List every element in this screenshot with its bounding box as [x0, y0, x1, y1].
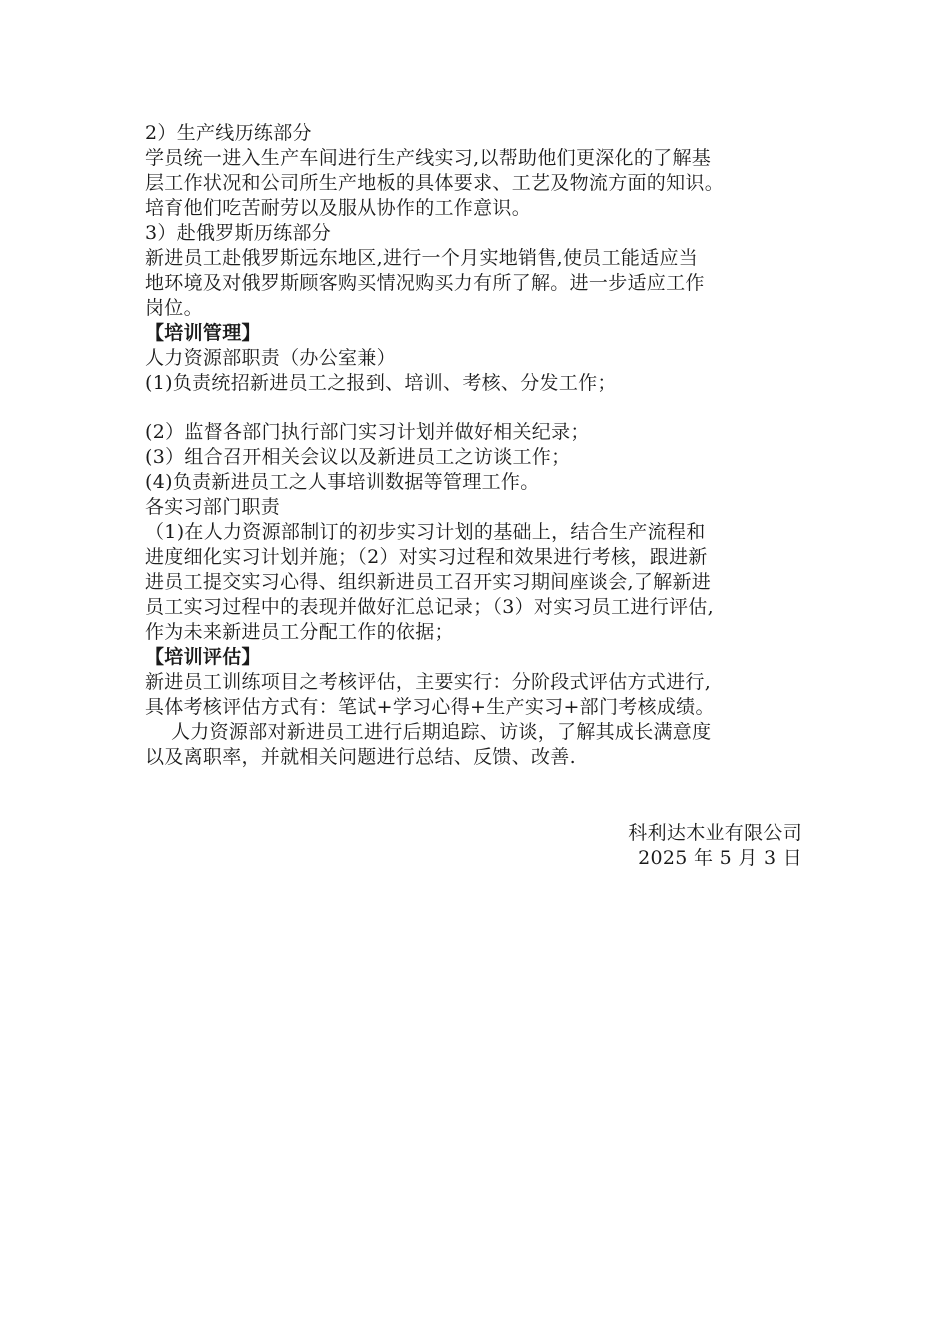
russia-text-line: 新进员工赴俄罗斯远东地区,进行一个月实地销售,使员工能适应当 — [145, 247, 699, 269]
company-name: 科利达木业有限公司 — [628, 822, 802, 844]
dept-text-line: 进度细化实习计划并施；（2）对实习过程和效果进行考核，跟进新 — [145, 546, 708, 568]
document-body — [145, 121, 810, 770]
hr-item: (4)负责新进员工之人事培训数据等管理工作。 — [145, 471, 540, 493]
eval-text-line: 具体考核评估方式有：笔试+学习心得+生产实习+部门考核成绩。 — [145, 696, 715, 718]
dept-responsibilities-title: 各实习部门职责 — [145, 496, 281, 518]
signature-date: 2025 年 5 月 3 日 — [638, 847, 802, 869]
section-title-russia: 3）赴俄罗斯历练部分 — [145, 222, 332, 244]
signature-block — [628, 821, 802, 871]
dept-text-line: 员工实习过程中的表现并做好汇总记录；（3）对实习员工进行评估, — [145, 596, 714, 618]
production-text-line: 学员统一进入生产车间进行生产线实习,以帮助他们更深化的了解基 — [145, 147, 712, 169]
section-title-production: 2）生产线历练部分 — [145, 122, 312, 144]
hr-item: (1)负责统招新进员工之报到、培训、考核、分发工作； — [145, 372, 617, 394]
hr-responsibilities-title: 人力资源部职责（办公室兼） — [145, 347, 396, 369]
blank-line — [145, 396, 810, 420]
followup-text-line: 人力资源部对新进员工进行后期追踪、访谈，了解其成长满意度 — [171, 721, 712, 743]
dept-text-line: （1)在人力资源部制订的初步实习计划的基础上，结合生产流程和 — [145, 521, 706, 543]
production-text-line: 培育他们吃苦耐劳以及服从协作的工作意识。 — [145, 197, 532, 219]
training-evaluation-heading: 【培训评估】 — [145, 646, 261, 668]
followup-text-line: 以及离职率，并就相关问题进行总结、反馈、改善. — [145, 746, 576, 768]
dept-text-line: 进员工提交实习心得、组织新进员工召开实习期间座谈会,了解新进 — [145, 571, 712, 593]
hr-item: (3）组合召开相关会议以及新进员工之访谈工作； — [145, 446, 571, 468]
hr-item: (2）监督各部门执行部门实习计划并做好相关纪录； — [145, 421, 590, 443]
dept-text-line: 作为未来新进员工分配工作的依据； — [145, 621, 454, 643]
training-management-heading: 【培训管理】 — [145, 322, 261, 344]
russia-text-line: 岗位。 — [145, 297, 203, 319]
russia-text-line: 地环境及对俄罗斯顾客购买情况购买力有所了解。进一步适应工作 — [145, 272, 705, 294]
production-text-line: 层工作状况和公司所生产地板的具体要求、工艺及物流方面的知识。 — [145, 172, 725, 194]
eval-text-line: 新进员工训练项目之考核评估，主要实行：分阶段式评估方式进行, — [145, 671, 712, 693]
